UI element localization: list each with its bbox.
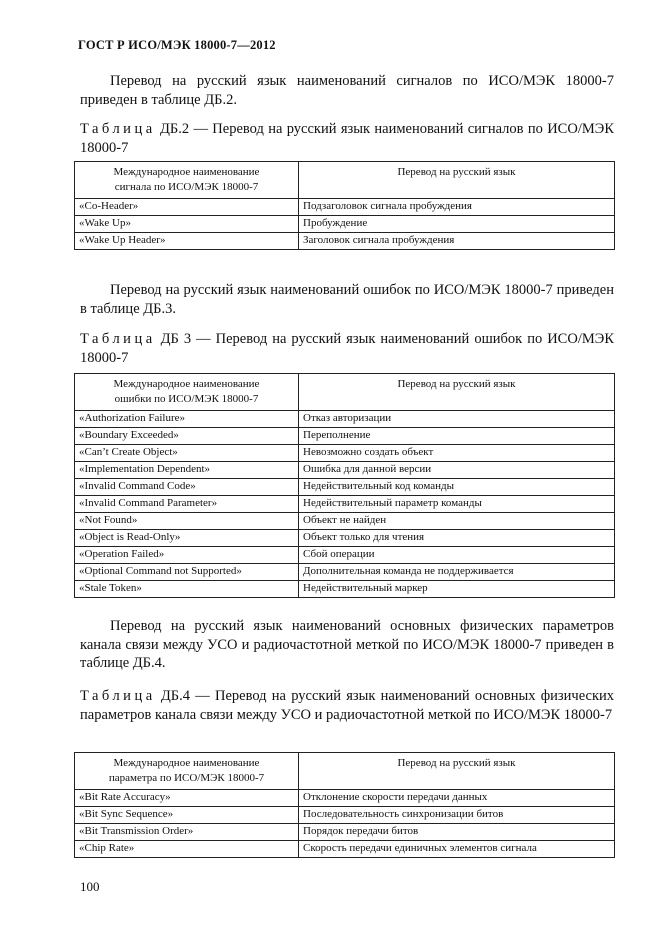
table-cell: Объект не найден	[299, 513, 615, 530]
table-row	[75, 824, 615, 841]
column-header: Перевод на русский язык	[299, 374, 615, 411]
document-header: ГОСТ Р ИСО/МЭК 18000-7—2012	[78, 38, 276, 52]
table-row	[75, 581, 615, 598]
table-cell: «Optional Command not Supported»	[75, 564, 299, 581]
table-row	[75, 513, 615, 530]
table-cell: «Implementation Dependent»	[75, 462, 299, 479]
table-cell: «Not Found»	[75, 513, 299, 530]
table-row	[75, 807, 615, 824]
table-db2	[74, 161, 615, 250]
table-cell: Пробуждение	[299, 216, 615, 233]
table-db4	[74, 752, 615, 858]
table-row	[75, 496, 615, 513]
table-row	[75, 547, 615, 564]
table-header-row	[75, 374, 615, 411]
table-caption-db4: Таблица ДБ.4 — Перевод на русский язык наименований основных физических параметров канала связи между УСО и радиочастотной меткой по ИСО/МЭК 18000-7	[80, 688, 614, 723]
table-cell: Отклонение скорости передачи данных	[299, 790, 615, 807]
column-header: Международное наименование сигнала по ИСО/МЭК 18000-7	[75, 162, 299, 199]
table-cell: «Invalid Command Code»	[75, 479, 299, 496]
table-cell: «Bit Sync Sequence»	[75, 807, 299, 824]
table-row	[75, 564, 615, 581]
table-cell: Заголовок сигнала пробуждения	[299, 233, 615, 250]
table-row	[75, 790, 615, 807]
table-row	[75, 233, 615, 250]
table-cell: Порядок передачи битов	[299, 824, 615, 841]
table-row	[75, 199, 615, 216]
table-db3	[74, 373, 615, 598]
table-cell: Ошибка для данной версии	[299, 462, 615, 479]
table-cell: Объект только для чтения	[299, 530, 615, 547]
table-row	[75, 445, 615, 462]
table-cell: «Wake Up Header»	[75, 233, 299, 250]
table-cell: «Stale Token»	[75, 581, 299, 598]
table-cell: «Can’t Create Object»	[75, 445, 299, 462]
table-cell: Невозможно создать объект	[299, 445, 615, 462]
column-header: Перевод на русский язык	[299, 162, 615, 199]
column-header: Международное наименование ошибки по ИСО/МЭК 18000-7	[75, 374, 299, 411]
table-cell: «Boundary Exceeded»	[75, 428, 299, 445]
table-cell: «Invalid Command Parameter»	[75, 496, 299, 513]
table-row	[75, 411, 615, 428]
column-header: Международное наименование параметра по ИСО/МЭК 18000-7	[75, 753, 299, 790]
column-header: Перевод на русский язык	[299, 753, 615, 790]
table-cell: Сбой операции	[299, 547, 615, 564]
table-cell: «Wake Up»	[75, 216, 299, 233]
table-cell: «Operation Failed»	[75, 547, 299, 564]
table-row	[75, 530, 615, 547]
table-cell: «Object is Read-Only»	[75, 530, 299, 547]
table-cell: Последовательность синхронизации битов	[299, 807, 615, 824]
intro-paragraph-signals: Перевод на русский язык наименований сигналов по ИСО/МЭК 18000-7 приведен в таблице ДБ.2.	[80, 73, 614, 108]
intro-paragraph-parameters: Перевод на русский язык наименований основных физических параметров канала связи между УСО и радиочастотной меткой по ИСО/МЭК 18000-7 приведен в таблице ДБ.4.	[80, 618, 614, 671]
intro-paragraph-errors: Перевод на русский язык наименований ошибок по ИСО/МЭК 18000-7 приведен в таблице ДБ.3.	[80, 282, 614, 317]
page-number: 100	[80, 879, 100, 894]
table-row	[75, 462, 615, 479]
table-cell: Переполнение	[299, 428, 615, 445]
table-cell: Подзаголовок сигнала пробуждения	[299, 199, 615, 216]
table-cell: «Bit Rate Accuracy»	[75, 790, 299, 807]
table-cell: Скорость передачи единичных элементов сигнала	[299, 841, 615, 858]
table-header-row	[75, 162, 615, 199]
table-cell: «Chip Rate»	[75, 841, 299, 858]
table-cell: «Bit Transmission Order»	[75, 824, 299, 841]
table-header-row	[75, 753, 615, 790]
table-caption-db3: Таблица ДБ 3 — Перевод на русский язык наименований ошибок по ИСО/МЭК 18000-7	[80, 331, 614, 366]
table-row	[75, 841, 615, 858]
table-cell: Недействительный код команды	[299, 479, 615, 496]
table-caption-db2: Таблица ДБ.2 — Перевод на русский язык наименований сигналов по ИСО/МЭК 18000-7	[80, 121, 614, 156]
table-row	[75, 216, 615, 233]
table-cell: Недействительный маркер	[299, 581, 615, 598]
table-cell: Дополнительная команда не поддерживается	[299, 564, 615, 581]
table-row	[75, 428, 615, 445]
table-cell: «Co-Header»	[75, 199, 299, 216]
table-cell: Недействительный параметр команды	[299, 496, 615, 513]
table-cell: «Authorization Failure»	[75, 411, 299, 428]
table-cell: Отказ авторизации	[299, 411, 615, 428]
table-row	[75, 479, 615, 496]
